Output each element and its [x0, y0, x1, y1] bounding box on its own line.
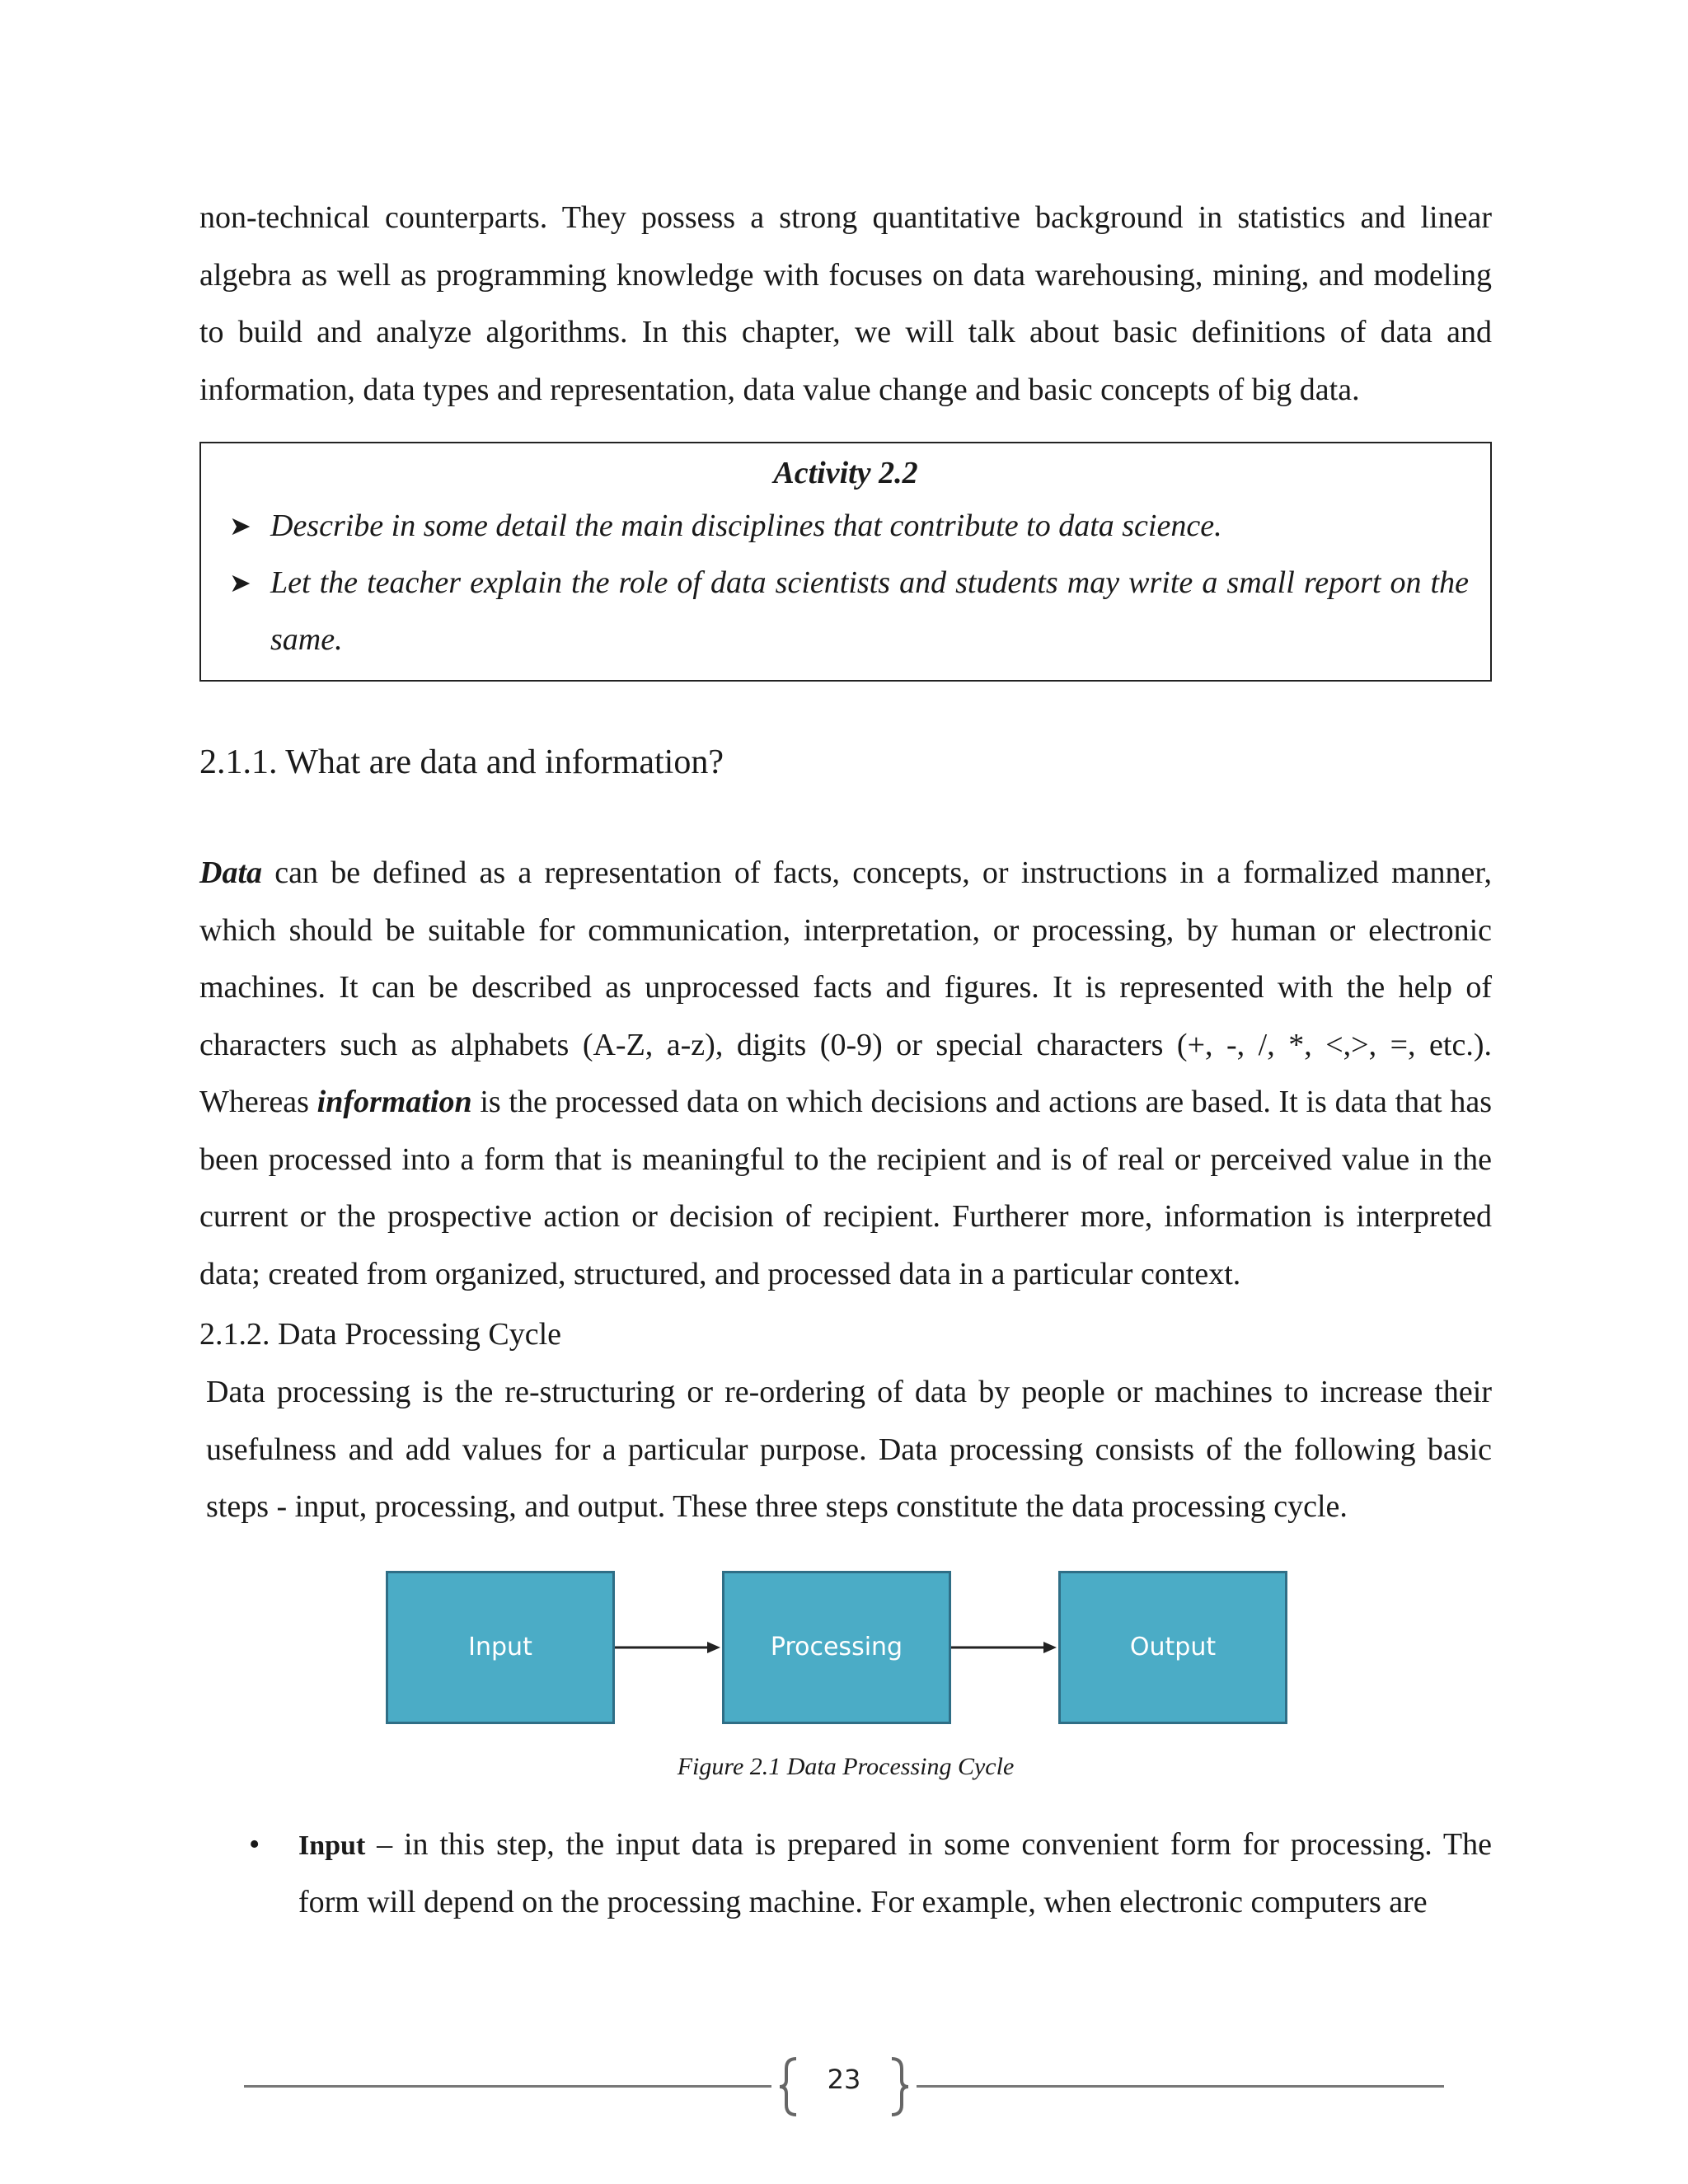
information-term: information	[316, 1085, 472, 1119]
processing-steps-list	[199, 1816, 1492, 1932]
data-term: Data	[199, 855, 262, 890]
bullet-dot-icon: •	[249, 1826, 260, 1862]
processing-box: Processing	[722, 1571, 951, 1724]
arrow-bullet-icon: ➤	[229, 511, 251, 541]
page-footer	[244, 2052, 1444, 2118]
output-box: Output	[1058, 1571, 1287, 1724]
processing-paragraph: Data processing is the re-structuring or re-ordering of data by people or machines to increase their usefulness and add values for a particular purpose. Data processing consists of the following basic steps - input, processing, and output. These three steps constitute the data processing cycle.	[206, 1375, 1492, 1524]
footer-divider-right	[917, 2085, 1444, 2088]
activity-item-text: Describe in some detail the main disciplines that contribute to data science.	[270, 509, 1222, 543]
step-text: – in this step, the input data is prepared in some convenient form for processing. The form will depend on the processing machine. For example, when electronic computers are	[298, 1826, 1492, 1919]
section-heading-data-information: 2.1.1. What are data and information?	[199, 743, 724, 781]
activity-title: Activity 2.2	[773, 456, 918, 490]
information-definition-text: is the processed data on which decisions and actions are based. It is data that has been processed into a form that is meaningful to the recipient and is of real or perceived value in the current or the prospective action or decision of recipient. Furtherer more, information is interpreted data; created from organized, structured, and processed data in a particular context.	[199, 1085, 1492, 1291]
right-brace-icon	[885, 2055, 910, 2118]
page-content	[199, 190, 1492, 1932]
arrow-icon	[951, 1571, 1058, 1724]
input-box: Input	[386, 1571, 615, 1724]
data-definition-text: can be defined as a representation of facts, concepts, or instructions in a formalized manner, which should be suitable for communication, interpretation, or processing, by human or electronic machines. It can be described as unprocessed facts and figures. It is represented with the help of characters such as alphabets (A-Z, a-z), digits (0-9) or special characters (+, -, /, *, <,>, =, etc.). Whereas	[199, 855, 1492, 1119]
intro-paragraph: non-technical counterparts. They possess a strong quantitative background in statistics and linear algebra as well as programming knowledge with focuses on data warehousing, mining, and modeling to build and analyze algorithms. In this chapter, we will talk about basic definitions of data and information, data types and representation, data value change and basic concepts of big data.	[199, 200, 1492, 407]
figure-caption: Figure 2.1 Data Processing Cycle	[677, 1752, 1015, 1780]
activity-list	[223, 498, 1469, 668]
activity-item-text: Let the teacher explain the role of data scientists and students may write a small report on the same.	[270, 565, 1469, 657]
activity-item	[223, 498, 1469, 555]
arrow-icon	[615, 1571, 722, 1724]
page-number: 23	[827, 2064, 861, 2095]
activity-box	[199, 442, 1492, 682]
data-processing-diagram	[199, 1571, 1492, 1736]
section-heading-processing-cycle: 2.1.2. Data Processing Cycle	[199, 1317, 562, 1352]
arrow-bullet-icon: ➤	[229, 568, 251, 598]
list-item	[199, 1816, 1492, 1932]
activity-item	[223, 555, 1469, 668]
data-definition-paragraph	[199, 845, 1492, 1303]
step-term: Input	[298, 1830, 366, 1861]
